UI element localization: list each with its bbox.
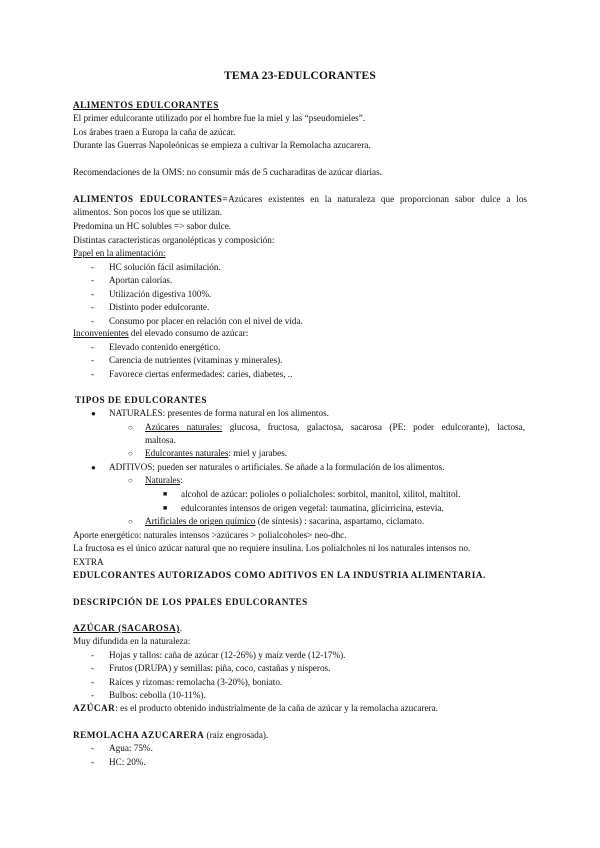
subheading-papel: Papel en la alimentación: bbox=[73, 248, 166, 258]
list-dash: - bbox=[91, 355, 95, 365]
circle-bullet-icon: ○ bbox=[128, 517, 133, 526]
list-dash: - bbox=[91, 342, 95, 352]
list-item: Bulbos: cebolla (10-11%). bbox=[109, 690, 206, 700]
azucar-definition-text: : es el producto obtenido industrialmente de la caña de azúcar y la remolacha azucarera. bbox=[115, 703, 438, 713]
azucar-heading-line bbox=[73, 622, 182, 635]
artificiales-text: (de síntesis) : sacarina, aspartamo, ciclamato. bbox=[255, 516, 425, 526]
list-item: HC solución fácil asimilación. bbox=[109, 262, 221, 272]
list-item: Consumo por placer en relación con el nivel de vida. bbox=[109, 316, 303, 326]
list-item: Aportan calorías. bbox=[109, 275, 173, 285]
page-title: TEMA 23-EDULCORANTES bbox=[224, 70, 376, 82]
azucar-heading-period: . bbox=[179, 623, 183, 633]
text-line: Distintas características organolépticas y composición: bbox=[73, 235, 275, 245]
list-item-naturales: NATURALES: presentes de forma natural en los alimentos. bbox=[109, 408, 329, 418]
list-item-aditivos: ADITIVOS: pueden ser naturales o artificiales. Se añade a la formulación de los alimentos. bbox=[109, 462, 445, 472]
list-dash: - bbox=[91, 262, 95, 272]
bullet-icon: ● bbox=[91, 463, 96, 472]
list-item: HC: 20%. bbox=[109, 757, 146, 767]
list-dash: - bbox=[91, 275, 95, 285]
edulcorantes-label: Edulcorantes naturales bbox=[145, 448, 229, 458]
list-item-azucares bbox=[145, 421, 525, 434]
definition-text: Azúcares existentes en la naturaleza que proporcionan sabor dulce a los bbox=[228, 194, 528, 204]
list-dash: - bbox=[91, 677, 95, 687]
text-line: El primer edulcorante utilizado por el hombre fue la miel y las “pseudomieles”. bbox=[73, 113, 366, 123]
section-heading-descripcion: DESCRIPCIÓN DE LOS PPALES EDULCORANTES bbox=[73, 597, 308, 607]
circle-bullet-icon: ○ bbox=[128, 476, 133, 485]
inconvenientes-label: Inconvenientes bbox=[73, 328, 129, 338]
square-bullet-icon: ■ bbox=[163, 504, 168, 512]
list-dash: - bbox=[91, 316, 95, 326]
list-item: Raíces y rizomas: remolacha (3-20%), boniato. bbox=[109, 677, 283, 687]
circle-bullet-icon: ○ bbox=[128, 423, 133, 432]
text-line: Aporte energético: naturales intensos >azúcares > polialcoholes> neo-dhc. bbox=[73, 530, 347, 540]
definition-paragraph bbox=[73, 193, 527, 206]
list-item: Elevado contenido energético. bbox=[109, 342, 221, 352]
azucares-label: Azúcares naturales: bbox=[145, 422, 223, 432]
bullet-icon: ● bbox=[91, 409, 96, 418]
list-item-naturales-aditivos bbox=[145, 474, 183, 487]
text-line: Los árabes traen a Europa la caña de azúcar. bbox=[73, 127, 236, 137]
list-item: Hojas y tallos: caña de azúcar (12-26%) y maíz verde (12-17%). bbox=[109, 650, 346, 660]
text-line-oms: Recomendaciones de la OMS: no consumir más de 5 cucharaditas de azúcar diarias. bbox=[73, 167, 382, 177]
list-item: alcohol de azúcar: polioles o polialcholes: sorbitol, manitol, xilitol, maltitol. bbox=[181, 489, 461, 499]
list-item: Distinto poder edulcorante. bbox=[109, 302, 210, 312]
inconvenientes-text: del elevado consumo de azúcar: bbox=[128, 328, 249, 338]
list-dash: - bbox=[91, 369, 95, 379]
list-dash: - bbox=[91, 289, 95, 299]
text-line: Predomina un HC solubles => sabor dulce. bbox=[73, 221, 232, 231]
artificiales-label: Artificiales de origen químico bbox=[145, 516, 256, 526]
heading-autorizados: EDULCORANTES AUTORIZADOS COMO ADITIVOS EN LA INDUSTRIA ALIMENTARIA. bbox=[73, 570, 486, 580]
remolacha-heading-line bbox=[73, 729, 268, 742]
list-dash: - bbox=[91, 757, 95, 767]
section-heading-azucar: AZÚCAR (SACAROSA) bbox=[73, 623, 180, 633]
list-item-edulcorantes-naturales bbox=[145, 447, 287, 460]
list-item: Carencia de nutrientes (vitaminas y minerales). bbox=[109, 355, 283, 365]
list-dash: - bbox=[91, 302, 95, 312]
list-dash: - bbox=[91, 663, 95, 673]
list-item: Frutos (DRUPA) y semillas: piña, coco, castañas y nísperos. bbox=[109, 663, 331, 673]
azucar-definition-line bbox=[73, 702, 438, 715]
text-line: La fructosa es el único azúcar natural que no requiere insulina. Los polialcholes ni los naturales intensos no. bbox=[73, 543, 471, 553]
inconvenientes-line bbox=[73, 327, 248, 340]
naturales-colon: : bbox=[180, 475, 183, 485]
list-dash: - bbox=[91, 690, 95, 700]
text-line: Muy difundida en la naturaleza: bbox=[73, 636, 191, 646]
text-line: EXTRA bbox=[73, 557, 104, 567]
azucares-text: glucosa, fructosa, galactosa, sacarosa (PE: poder edulcorante), lactosa, bbox=[222, 422, 526, 432]
list-item: Agua: 75%. bbox=[109, 743, 153, 753]
section-heading-remolacha: REMOLACHA AZUCARERA bbox=[73, 730, 205, 740]
list-item: Utilización digestiva 100%. bbox=[109, 289, 212, 299]
definition-heading: ALIMENTOS EDULCORANTES= bbox=[73, 194, 229, 204]
list-item-artificiales bbox=[145, 515, 424, 528]
naturales-label: Naturales bbox=[145, 475, 181, 485]
list-dash: - bbox=[91, 743, 95, 753]
text-line: Durante las Guerras Napoleónicas se empieza a cultivar la Remolacha azucarera. bbox=[73, 140, 371, 150]
text-line: maltosa. bbox=[145, 435, 176, 445]
edulcorantes-text: : miel y jarabes. bbox=[228, 448, 288, 458]
circle-bullet-icon: ○ bbox=[128, 449, 133, 458]
section-heading-alimentos: ALIMENTOS EDULCORANTES bbox=[73, 100, 219, 110]
azucar-label: AZÚCAR bbox=[73, 703, 116, 713]
remolacha-heading-text: (raíz engrosada). bbox=[204, 730, 269, 740]
list-item: edulcorantes intensos de origen vegetal: taumatina, glicirricina, estevia. bbox=[181, 503, 444, 513]
list-dash: - bbox=[91, 650, 95, 660]
text-line: alimentos. Son pocos los que se utilizan. bbox=[73, 207, 223, 217]
section-heading-tipos: TIPOS DE EDULCORANTES bbox=[75, 395, 208, 405]
list-item: Favorece ciertas enfermedades: caries, diabetes, .. bbox=[109, 369, 293, 379]
square-bullet-icon: ■ bbox=[163, 490, 168, 498]
